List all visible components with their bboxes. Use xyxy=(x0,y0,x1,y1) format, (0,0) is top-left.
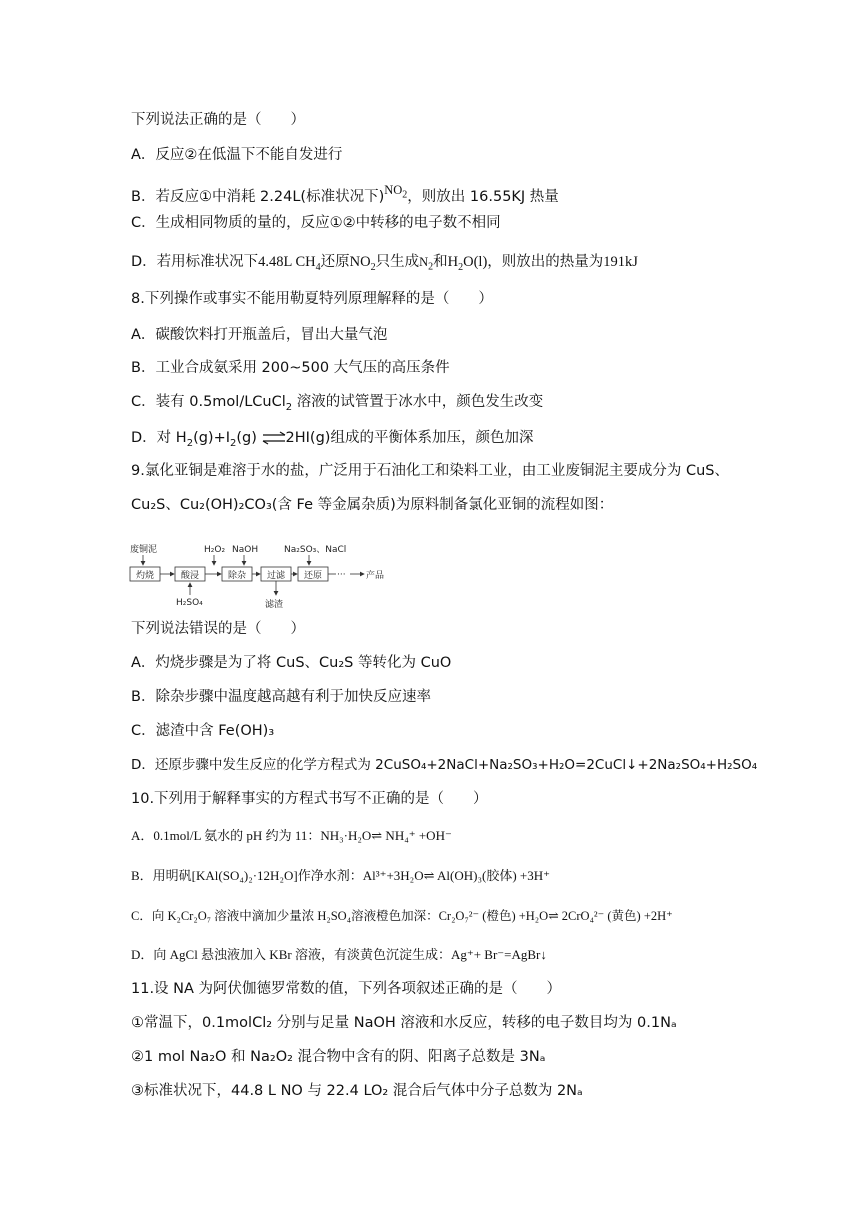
q10-option-a: A．0.1mol/L 氨水的 pH 约为 11：NH₃·H₂O⇌ NH₄⁺ +OH⁻ xyxy=(131,828,452,843)
q8-option-a: A．碳酸饮料打开瓶盖后，冒出大量气泡 xyxy=(131,327,388,343)
flow-step-filter: 过滤 xyxy=(267,571,286,581)
q7-option-c: C．生成相同物质的量的，反应①②中转移的电子数不相同 xyxy=(131,215,501,231)
flow-reagent-acid: H₂SO₄ xyxy=(176,598,203,608)
q10-stem: 10.下列用于解释事实的方程式书写不正确的是（ ） xyxy=(131,791,488,807)
q9-stem-line1: 9.氯化亚铜是难溶于水的盐，广泛用于石油化工和染料工业，由工业废铜泥主要成分为 CuS、 xyxy=(131,463,729,479)
q7-option-d: D．若用标准状况下4.48L $CH_4$还原$NO_2$只生成$N_2$和$H_2O(l)$，则放出的热量为191kJ xyxy=(131,254,638,273)
q7-option-b xyxy=(131,180,559,207)
q8-stem: 8.下列操作或事实不能用勒夏特列原理解释的是（ ） xyxy=(131,291,493,307)
process-flow-diagram xyxy=(128,541,398,611)
q7-option-b-text: B．若反应①中消耗 2.24L(标准状况下) xyxy=(131,189,385,205)
q10-option-c: C．向 K₂Cr₂O₇ 溶液中滴加少量浓 H₂SO₄溶液橙色加深：Cr₂O₇²⁻ (橙色) +H₂O⇌ 2CrO₄²⁻ (黄色) +2H⁺ xyxy=(131,909,673,923)
q8-option-d: D．对 $H_2(g)+I_2(g)$ 2HI(g)组成的平衡体系加压，颜色加深 xyxy=(131,430,534,449)
ch4-volume: 4.48L $CH_4$ xyxy=(258,254,321,273)
q7-stem: 下列说法正确的是（ ） xyxy=(131,112,305,128)
q9-stem-line2: Cu₂S、Cu₂(OH)₂CO₃(含 Fe 等金属杂质)为原料制备氯化亚铜的流程如图： xyxy=(131,497,614,513)
q7-option-a: A．反应②在低温下不能自发进行 xyxy=(131,147,343,163)
q11-item-1: ①常温下，0.1molCl₂ 分别与足量 NaOH 溶液和水反应，转移的电子数目均为 0.1Nₐ xyxy=(131,1015,677,1031)
no2-formula: $NO_2$ xyxy=(384,183,408,201)
h2o-formula: $H_2O(l)$ xyxy=(447,254,488,273)
q9-option-d: D．还原步骤中发生反应的化学方程式为 2CuSO₄+2NaCl+Na₂SO₃+H₂O=2CuCl↓+2Na₂SO₄+H₂SO₄ xyxy=(131,757,758,773)
no2-formula-d: $NO_2$ xyxy=(349,254,376,273)
q11-item-2: ②1 mol Na₂O 和 Na₂O₂ 混合物中含有的阴、阳离子总数是 3Nₐ xyxy=(131,1049,546,1065)
flow-step-acid: 酸浸 xyxy=(181,571,200,581)
flow-reagent-naoh: NaOH xyxy=(232,545,259,555)
q7-option-b-tail: ，则放出 16.55KJ 热量 xyxy=(407,189,559,205)
flow-step-reduce: 还原 xyxy=(304,571,323,581)
flow-product-label: 产品 xyxy=(366,571,385,581)
heat-value: 191kJ xyxy=(603,254,638,270)
q11-stem: 11.设 NA 为阿伏伽德罗常数的值，下列各项叙述正确的是（ ） xyxy=(131,981,562,997)
q10-option-d: D．向 AgCl 悬浊液加入 KBr 溶液，有淡黄色沉淀生成：Ag⁺+ Br⁻=AgBr↓ xyxy=(131,947,547,962)
flow-ellipsis: ··· xyxy=(337,570,346,580)
q8-option-c: C．装有 0.5mol/LCuCl$_2$ 溶液的试管置于冰水中，颜色发生改变 xyxy=(131,394,544,413)
flow-reagent-h2o2: H₂O₂ xyxy=(204,545,226,555)
flow-input-label: 废铜泥 xyxy=(130,545,158,555)
q8-option-b: B．工业合成氨采用 200~500 大气压的高压条件 xyxy=(131,360,450,376)
q10-option-b: B．用明矾[KAl(SO₄)₂·12H₂O]作净水剂：Al³⁺+3H₂O⇌ Al(OH)₃(胶体) +3H⁺ xyxy=(131,868,550,883)
q11-item-3: ③标准状况下，44.8 L NO 与 22.4 LO₂ 混合后气体中分子总数为 2Nₐ xyxy=(131,1083,583,1099)
q9-option-a: A．灼烧步骤是为了将 CuS、Cu₂S 等转化为 CuO xyxy=(131,655,452,671)
flow-step-purify: 除杂 xyxy=(228,571,247,581)
flow-reagent-reduce: Na₂SO₃、NaCl xyxy=(284,545,347,555)
n2-formula: $N_2$ xyxy=(419,255,434,273)
flow-step-roast: 灼烧 xyxy=(136,571,155,581)
q9-option-c: C．滤渣中含 Fe(OH)₃ xyxy=(131,723,275,739)
equilibrium-arrow-icon xyxy=(262,431,286,445)
q9-question: 下列说法错误的是（ ） xyxy=(131,621,305,637)
flow-residue-label: 滤渣 xyxy=(265,600,284,610)
q9-option-b: B．除杂步骤中温度越高越有利于加快反应速率 xyxy=(131,689,431,705)
